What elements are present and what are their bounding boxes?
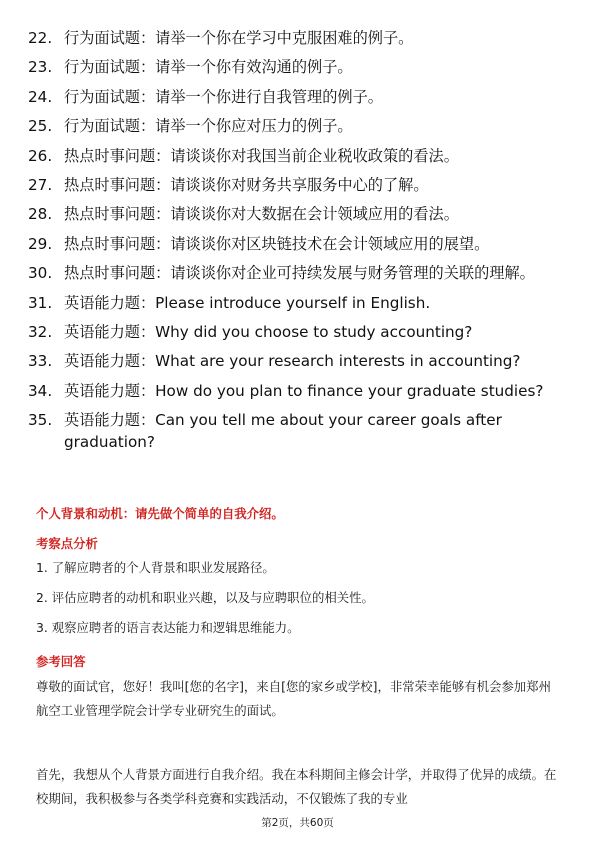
answer-section: [36, 653, 566, 671]
analysis-list: [36, 559, 566, 637]
question-number: 23.: [28, 58, 53, 77]
question-text: 英语能力题：Please introduce yourself in English.: [64, 293, 431, 312]
question-item: [28, 174, 573, 196]
question-number: 32.: [28, 322, 53, 341]
question-number: 26.: [28, 146, 53, 165]
question-text: 热点时事问题：请谈谈你对财务共享服务中心的了解。: [64, 175, 429, 194]
question-number: 25.: [28, 117, 53, 136]
analysis-heading: 考察点分析: [36, 536, 98, 551]
question-text: 英语能力题：Why did you choose to study accounting?: [64, 322, 473, 341]
question-number: 29.: [28, 234, 53, 253]
analysis-item: 2. 评估应聘者的动机和职业兴趣，以及与应聘职位的相关性。: [36, 590, 374, 605]
question-item: [28, 380, 573, 402]
question-text: 英语能力题：What are your research interests in accounting?: [64, 352, 521, 371]
question-number: 27.: [28, 175, 53, 194]
question-list: [28, 27, 573, 460]
question-number: 24.: [28, 87, 53, 106]
question-number: 31.: [28, 293, 53, 312]
question-number: 34.: [28, 381, 53, 400]
question-item: [28, 350, 573, 372]
section-title: 个人背景和动机：请先做个简单的自我介绍。: [36, 506, 284, 521]
question-item: [28, 56, 573, 78]
page-number-footer: 第2页，共60页: [261, 817, 334, 829]
question-item: [28, 321, 573, 343]
question-text: 热点时事问题：请谈谈你对区块链技术在会计领域应用的展望。: [64, 234, 490, 253]
question-text: 英语能力题：Can you tell me about your career goals after graduation?: [64, 411, 502, 452]
answer-paragraph-1: [36, 675, 566, 723]
answer-paragraph-2: [36, 763, 566, 811]
question-number: 30.: [28, 264, 53, 283]
answer-paragraph: 尊敬的面试官，您好！我叫[您的名字]，来自[您的家乡或学校]，非常荣幸能够有机会参加郑州航空工业管理学院会计学专业研究生的面试。: [36, 679, 551, 718]
question-item: [28, 27, 573, 49]
question-item: [28, 409, 573, 453]
question-text: 英语能力题：How do you plan to finance your graduate studies?: [64, 381, 544, 400]
question-text: 行为面试题：请举一个你有效沟通的例子。: [64, 58, 353, 77]
question-item: [28, 86, 573, 108]
question-section-title: [36, 505, 566, 523]
question-text: 行为面试题：请举一个你进行自我管理的例子。: [64, 87, 383, 106]
question-item: [28, 145, 573, 167]
question-item: [28, 115, 573, 137]
question-text: 热点时事问题：请谈谈你对企业可持续发展与财务管理的关联的理解。: [64, 264, 535, 283]
question-item: [28, 292, 573, 314]
analysis-item: 1. 了解应聘者的个人背景和职业发展路径。: [36, 560, 275, 575]
analysis-item: 3. 观察应聘者的语言表达能力和逻辑思维能力。: [36, 620, 300, 635]
question-text: 行为面试题：请举一个你应对压力的例子。: [64, 117, 353, 136]
answer-paragraph: 首先，我想从个人背景方面进行自我介绍。我在本科期间主修会计学，并取得了优异的成绩。在校期间，我积极参与各类学科竞赛和实践活动，不仅锻炼了我的专业: [36, 767, 557, 806]
question-item: [28, 262, 573, 284]
question-number: 28.: [28, 205, 53, 224]
question-item: [28, 203, 573, 225]
question-number: 35.: [28, 411, 53, 430]
question-item: [28, 233, 573, 255]
question-text: 热点时事问题：请谈谈你对我国当前企业税收政策的看法。: [64, 146, 459, 165]
question-number: 22.: [28, 29, 53, 47]
answer-heading: 参考回答: [36, 654, 86, 669]
analysis-section: [36, 535, 566, 553]
question-number: 33.: [28, 352, 53, 371]
question-text: 热点时事问题：请谈谈你对大数据在会计领域应用的看法。: [64, 205, 459, 224]
question-text: 行为面试题：请举一个你在学习中克服困难的例子。: [64, 29, 414, 47]
